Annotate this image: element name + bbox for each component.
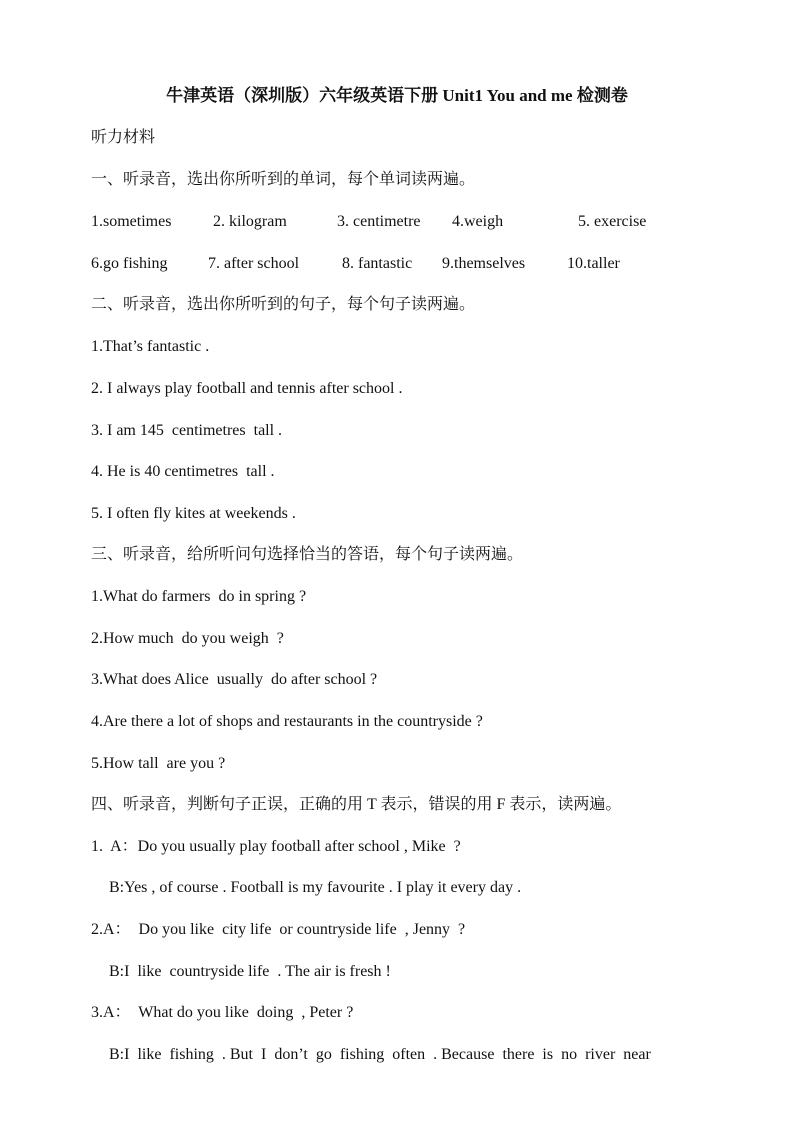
- dialogue-line: B:I like countryside life . The air is fresh !: [109, 963, 391, 980]
- section3-heading: 三、听录音，给所听问句选择恰当的答语，每个句子读两遍。: [91, 546, 524, 563]
- subtitle: 听力材料: [91, 129, 156, 146]
- word-item: 1.sometimes: [91, 213, 172, 230]
- word-item: 5. exercise: [578, 213, 647, 230]
- question-item: 5.How tall are you ?: [91, 755, 226, 772]
- dialogue-line: B:I like fishing . But I don’t go fishing often . Because there is no river near: [109, 1046, 651, 1063]
- question-item: 1.What do farmers do in spring ?: [91, 588, 307, 605]
- sentence-item: 1.That’s fantastic .: [91, 338, 210, 355]
- word-item: 3. centimetre: [337, 213, 421, 230]
- page-title: 牛津英语（深圳版）六年级英语下册 Unit1 You and me 检测卷: [166, 86, 628, 105]
- question-item: 2.How much do you weigh ?: [91, 630, 284, 647]
- question-item: 3.What does Alice usually do after school ?: [91, 671, 378, 688]
- section4-heading: 四、听录音，判断句子正误，正确的用 T 表示，错误的用 F 表示，读两遍。: [91, 796, 622, 813]
- word-item: 6.go fishing: [91, 255, 168, 272]
- dialogue-line: 2.A： Do you like city life or countryside life , Jenny ?: [91, 921, 466, 938]
- section2-heading: 二、听录音，选出你所听到的句子，每个句子读两遍。: [91, 296, 476, 313]
- word-item: 7. after school: [208, 255, 300, 272]
- sentence-item: 5. I often fly kites at weekends .: [91, 505, 296, 522]
- sentence-item: 4. He is 40 centimetres tall .: [91, 463, 275, 480]
- sentence-item: 3. I am 145 centimetres tall .: [91, 422, 283, 439]
- word-item: 10.taller: [567, 255, 620, 272]
- section1-heading: 一、听录音，选出你所听到的单词，每个单词读两遍。: [91, 171, 476, 188]
- dialogue-line: B:Yes , of course . Football is my favourite . I play it every day .: [109, 879, 522, 896]
- dialogue-line: 3.A： What do you like doing , Peter ?: [91, 1004, 354, 1021]
- word-item: 9.themselves: [442, 255, 526, 272]
- sentence-item: 2. I always play football and tennis after school .: [91, 380, 403, 397]
- dialogue-line: 1. A：Do you usually play football after school , Mike ?: [91, 838, 461, 855]
- question-item: 4.Are there a lot of shops and restaurants in the countryside ?: [91, 713, 483, 730]
- word-item: 2. kilogram: [213, 213, 287, 230]
- word-item: 4.weigh: [452, 213, 504, 230]
- word-item: 8. fantastic: [342, 255, 413, 272]
